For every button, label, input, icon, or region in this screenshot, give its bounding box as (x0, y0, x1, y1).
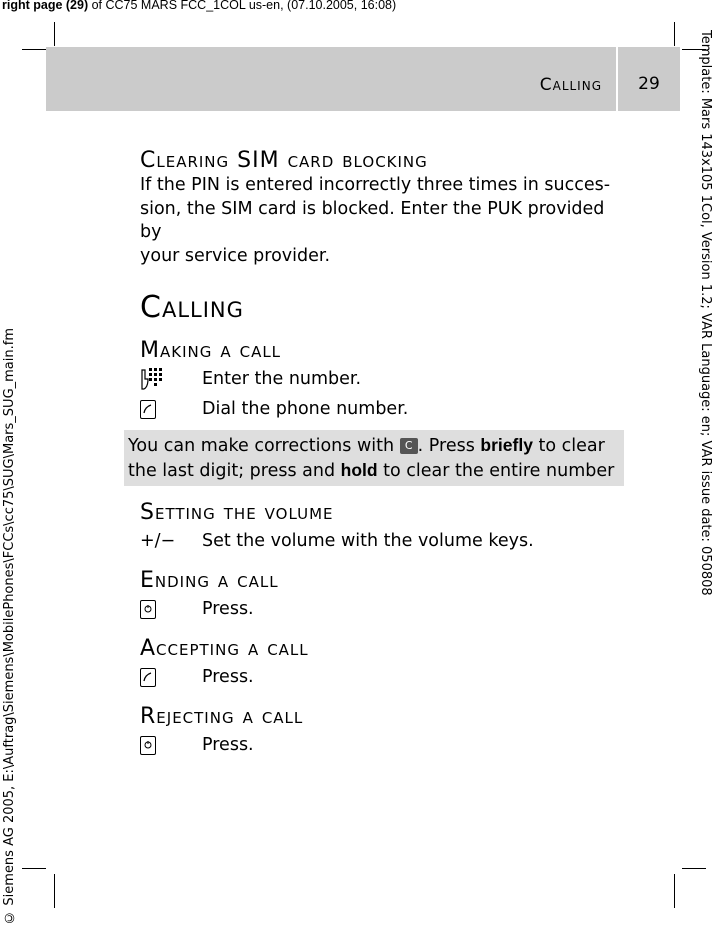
page-header (46, 47, 616, 111)
sim-paragraph-line1: If the PIN is entered incorrectly three times in succes- (140, 175, 611, 195)
step-dial-number (140, 394, 620, 424)
step-dial-number-text: Dial the phone number. (202, 399, 409, 419)
note-text: the last digit; press and (128, 461, 341, 481)
step-end-call (140, 594, 620, 624)
note-text: to clear the entire number (377, 461, 615, 481)
heading-ending-call: Ending a call (140, 568, 279, 593)
print-meta-line (2, 0, 396, 12)
crop-mark (22, 868, 46, 869)
crop-mark (54, 22, 55, 46)
correction-note (124, 430, 624, 486)
volume-keys-label: +/− (140, 531, 176, 551)
heading-accepting-call: Accepting a call (140, 636, 309, 661)
heading-clearing-sim: Clearing SIM card blocking (140, 148, 428, 173)
heading-rejecting-call: Rejecting a call (140, 704, 304, 729)
step-end-call-text: Press. (202, 599, 254, 619)
page-content (128, 148, 620, 760)
header-title: Calling (539, 75, 602, 95)
copyright-sidebar (0, 0, 22, 927)
heading-calling: Calling (140, 290, 244, 325)
step-accept-call-text: Press. (202, 667, 254, 687)
template-info: Template: Mars 143x105 1Col, Version 1.2; VAR Language: en; VAR issue date: 050808 (698, 30, 713, 596)
note-bold-hold: hold (340, 460, 378, 480)
step-enter-number (140, 364, 620, 394)
heading-setting-volume: Setting the volume (140, 500, 334, 525)
keypad-icon (140, 367, 202, 391)
step-accept-call (140, 662, 620, 692)
step-reject-call-text: Press. (202, 735, 254, 755)
print-meta-bold: right page (29) (2, 0, 89, 12)
note-text: to clear (532, 436, 605, 456)
note-text: . Press (417, 436, 481, 456)
crop-mark (54, 874, 55, 908)
step-volume (140, 526, 620, 556)
crop-mark (674, 22, 675, 46)
end-key-icon (140, 600, 202, 619)
sim-paragraph-line3: your service provider. (140, 245, 331, 266)
call-key-icon (140, 668, 202, 687)
note-text: You can make corrections with (128, 436, 400, 456)
sim-paragraph-line2: sion, the SIM card is blocked. Enter the PUK provided by (140, 198, 605, 242)
print-meta-rest: of CC75 MARS FCC_1COL us-en, (07.10.2005, 16:08) (88, 0, 397, 12)
call-key-icon (140, 400, 202, 419)
step-volume-text: Set the volume with the volume keys. (202, 531, 534, 551)
copyright-info: © Siemens AG 2005, E:\Auftrag\Siemens\MobilePhones\FCCs\cc75\SUG\Mars_SUG_main.fm (2, 328, 17, 925)
page-number-box (618, 47, 680, 111)
template-sidebar (688, 0, 725, 927)
page-number: 29 (638, 74, 660, 94)
step-reject-call (140, 730, 620, 760)
note-bold-briefly: briefly (480, 435, 533, 455)
clear-key-icon: C (400, 438, 418, 454)
end-key-icon (140, 736, 202, 755)
crop-mark (22, 49, 46, 50)
crop-mark (674, 874, 675, 908)
step-enter-number-text: Enter the number. (202, 369, 362, 389)
heading-making-call: Making a call (140, 338, 282, 363)
